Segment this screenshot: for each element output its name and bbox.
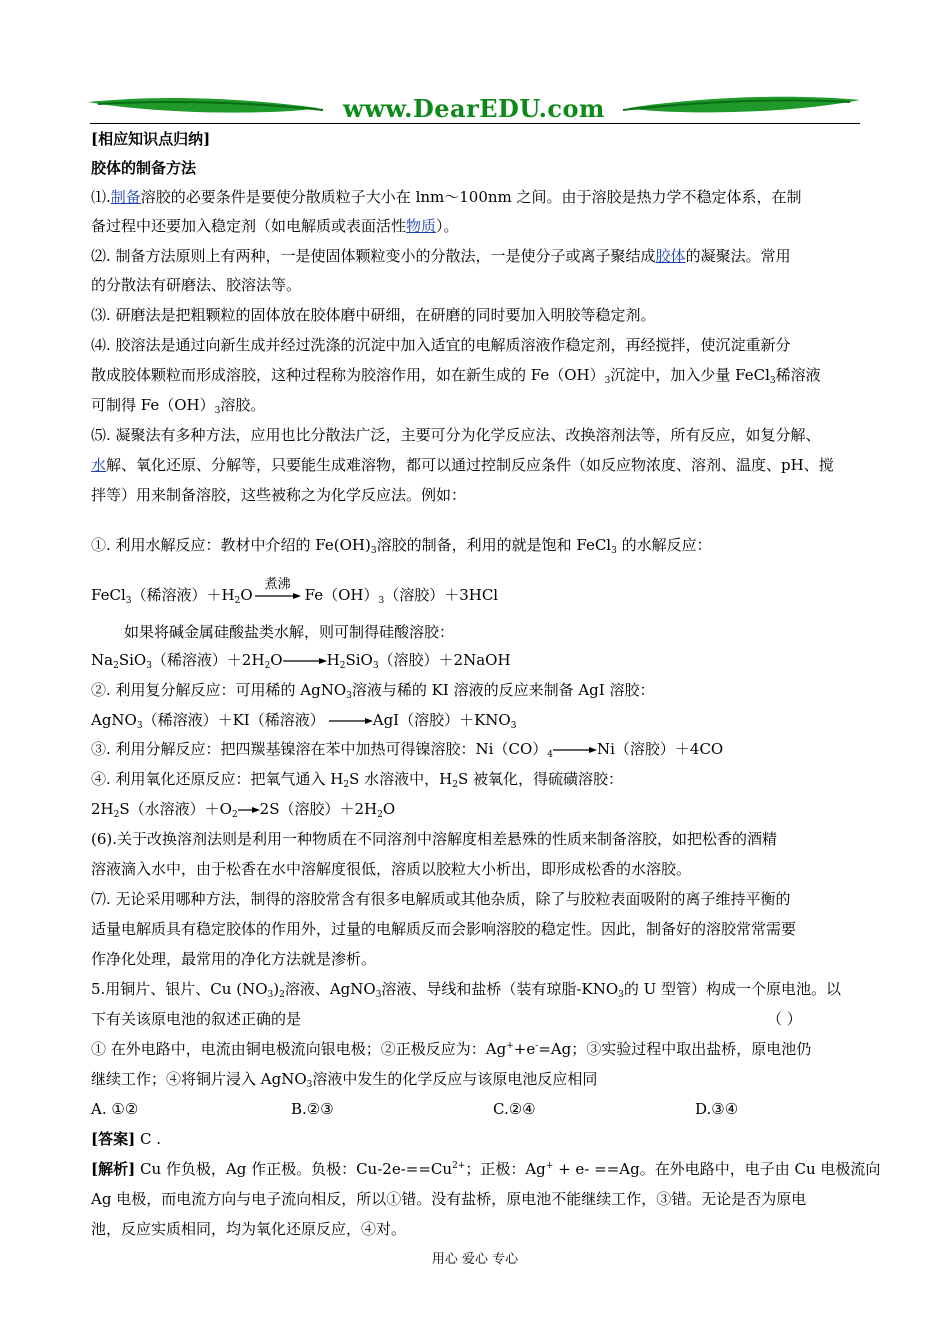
silicate-note: 如果将碱金属硅酸盐类水解，则可制得硅酸溶胶：: [124, 623, 455, 641]
equation-1: FeCl$_3$（稀溶液）$+H_2O$ 煮沸 $Fe(OH)_3$（溶胶）＋3HCl: [91, 577, 499, 606]
paragraph-7-line-1: ⑺. 无论采用哪种方法，制得的溶胶常含有很多电解质或其他杂质，除了与胶粒表面吸附的离子维持平衡的: [91, 890, 791, 908]
equation-3: AgNO$_3$（稀溶液）＋KI（稀溶液） AgI（溶胶）$+KNO_3$: [91, 711, 517, 731]
question-5-line-4: 继续工作；④将铜片浸入 AgNO$_3$溶液中发生的化学反应与该原电池反应相同: [91, 1070, 598, 1090]
paragraph-6-line-1: (6).关于改换溶剂法则是利用一种物质在不同溶剂中溶解度相差悬殊的性质来制备溶胶，如把松香的酒精: [91, 830, 778, 848]
paragraph-1-line-1: ⑴.制备溶胶的必要条件是要使分散质粒子大小在 lnm～100nm 之间。由于溶胶是热力学不稳定体系，在制: [91, 188, 802, 206]
option-d: D.③④: [695, 1100, 739, 1118]
page-footer: 用心 爱心 专心: [431, 1252, 519, 1267]
option-b: B.②③: [291, 1100, 334, 1118]
paragraph-4-line-3: 可制得 $Fe(OH)_3$溶胶。: [91, 396, 266, 416]
paragraph-5-line-1: ⑸. 凝聚法有多种方法，应用也比分散法广泛，主要可分为化学反应法、改换溶剂法等，所有反应，如复分解、: [91, 426, 821, 444]
section-heading: 胶体的制备方法: [91, 159, 197, 177]
link-colloid[interactable]: 胶体: [655, 247, 686, 265]
answer-blank: （ ）: [767, 1010, 802, 1028]
reaction-arrow-icon: [283, 657, 327, 665]
paragraph-6-line-2: 溶液滴入水中，由于松香在水中溶解度很低，溶质以胶粒大小析出，即形成松香的水溶胶。: [91, 860, 692, 878]
analysis-line-1: [解析] Cu 作负极，Ag 作正极。负极：$Cu-2e-==Cu^{2+}$；正极：Ag+ + e- ==Ag。在外电路中，电子由 Cu 电极流向: [91, 1160, 881, 1178]
link-water[interactable]: 水: [91, 456, 107, 474]
site-logo[interactable]: www.DearEDU.com: [343, 94, 605, 123]
section-tag: [相应知识点归纳]: [91, 130, 211, 148]
reaction-3: ③. 利用分解反应：把四羰基镍溶在苯中加热可得镍溶胶：$Ni(CO)_4$ Ni（溶胶）＋4CO: [91, 740, 724, 760]
paragraph-7-line-2: 适量电解质具有稳定胶体的作用外，过量的电解质反而会影响溶胶的稳定性。因此，制备好的溶胶常常需要: [91, 920, 797, 938]
paragraph-7-line-3: 作净化处理，最常用的净化方法就是渗析。: [91, 950, 377, 968]
reaction-1-intro: ①. 利用水解反应：教材中介绍的 $Fe(OH)_3$溶胶的制备，利用的就是饱和 FeCl$_3$ 的水解反应：: [91, 536, 712, 556]
question-5-line-3: ① 在外电路中，电流由铜电极流向银电极；②正极反应为：Ag++e-=Ag；③实验过程中取出盐桥，原电池仍: [91, 1040, 812, 1058]
paragraph-5-line-3: 拌等）用来制备溶胶，这些被称之为化学反应法。例如：: [91, 486, 467, 504]
option-c: C.②④: [493, 1100, 536, 1118]
header-rule: [90, 123, 860, 124]
reaction-2-intro: ②. 利用复分解反应：可用稀的 AgNO$_3$溶液与稀的 KI 溶液的反应来制备 AgI 溶胶：: [91, 681, 655, 701]
paragraph-3: ⑶. 研磨法是把粗颗粒的固体放在胶体磨中研细，在研磨的同时要加入明胶等稳定剂。: [91, 306, 656, 324]
reaction-arrow-icon: [329, 717, 373, 725]
reaction-arrow-icon: [553, 746, 597, 754]
answer-text: C .: [135, 1130, 161, 1148]
link-substance[interactable]: 物质: [406, 217, 437, 235]
boiling-arrow-icon: 煮沸: [255, 592, 301, 600]
reaction-4-intro: ④. 利用氧化还原反应：把氧气通入 $H_2S$ 水溶液中，$H_2S$ 被氧化，得硫磺溶胶：: [91, 770, 624, 790]
paragraph-4-line-1: ⑷. 胶溶法是通过向新生成并经过洗涤的沉淀中加入适宜的电解质溶液作稳定剂，再经搅拌，使沉淀重新分: [91, 336, 791, 354]
option-a: A. ①②: [91, 1100, 139, 1118]
paragraph-1-line-2: 备过程中还要加入稳定剂（如电解质或表面活性物质）。: [91, 217, 459, 235]
reaction-arrow-icon: [238, 806, 260, 814]
paragraph-2-line-2: 的分散法有研磨法、胶溶法等。: [91, 276, 302, 294]
paragraph-2-line-1: ⑵. 制备方法原则上有两种，一是使固体颗粒变小的分散法，一是使分子或离子聚结成胶体的凝聚法。常用: [91, 247, 791, 265]
paragraph-5-line-2: 水解、氧化还原、分解等，只要能生成难溶物，都可以通过控制反应条件（如反应物浓度、溶剂、温度、pH、搅: [91, 456, 834, 474]
question-5-line-2: 下有关该原电池的叙述正确的是: [91, 1010, 302, 1028]
analysis-line-3: 池，反应实质相同，均为氧化还原反应，④对。: [91, 1220, 407, 1238]
answer-line: [91, 1130, 161, 1148]
analysis-label: [解析]: [91, 1160, 136, 1178]
equation-4: $2H_2S$（水溶液）$+O_2$ 2S（溶胶）$+2H_2O$: [91, 800, 396, 820]
question-5-line-1: 5.用铜片、银片、Cu $(NO_3)_2$溶液、AgNO$_3$溶液、导线和盐桥（装有琼脂$-KNO_3$的 U 型管）构成一个原电池。以: [91, 980, 842, 1000]
link-preparation[interactable]: 制备: [110, 188, 141, 206]
equation-2: $Na_2SiO_3$（稀溶液）$+2H_2O$ $H_2SiO_3$（溶胶）＋2NaOH: [91, 651, 511, 671]
analysis-line-2: Ag 电极，而电流方向与电子流向相反，所以①错。没有盐桥，原电池不能继续工作，③错。无论是否为原电: [91, 1190, 807, 1208]
answer-label: [答案]: [91, 1130, 136, 1148]
paragraph-4-line-2: 散成胶体颗粒而形成溶胶，这种过程称为胶溶作用，如在新生成的 $Fe(OH)_3$沉淀中，加入少量 FeCl$_3$稀溶液: [91, 366, 821, 386]
